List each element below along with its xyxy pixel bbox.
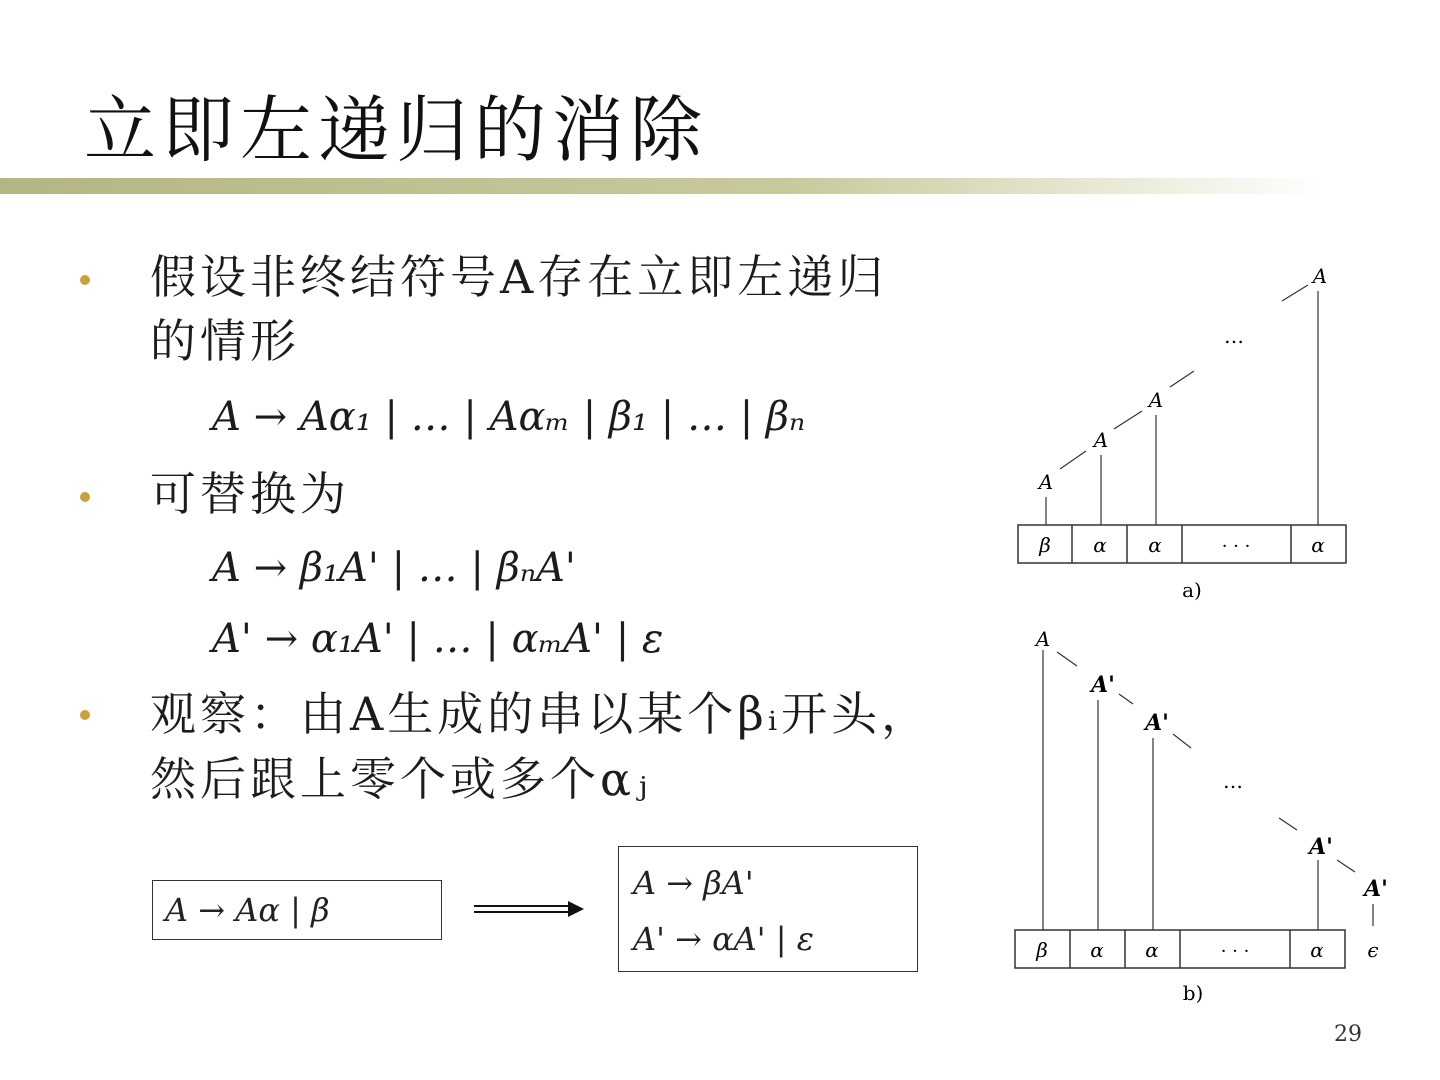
bullet-dot — [80, 710, 90, 720]
page-number: 29 — [1334, 1022, 1362, 1047]
cell-b-3: · · · — [1220, 941, 1250, 962]
parse-tree-diagram-a — [1010, 255, 1410, 615]
bullet-3-line-1: 观察：由A生成的串以某个βᵢ开头， — [150, 687, 932, 741]
rule-after-line-2: A' → αA' | ε — [633, 920, 814, 958]
dots-a: … — [1224, 324, 1244, 348]
label-b: b) — [1182, 981, 1204, 1005]
rule-before-text: A → Aα | β — [165, 891, 330, 929]
node-b-root: A — [1035, 627, 1051, 651]
node-a-2: A — [1148, 388, 1164, 412]
cell-a-0: β — [1039, 533, 1051, 557]
cell-a-1: α — [1093, 533, 1107, 557]
rule-before-box — [152, 880, 442, 940]
node-a-3: A — [1312, 264, 1328, 288]
epsilon-b: ϵ — [1367, 938, 1379, 962]
node-b-1: A' — [1145, 710, 1169, 736]
node-a-0: A — [1038, 470, 1054, 494]
cell-b-0: β — [1036, 938, 1048, 962]
cell-a-3: · · · — [1221, 536, 1251, 557]
slide-title: 立即左递归的消除 — [84, 88, 709, 172]
cell-b-4: α — [1310, 938, 1324, 962]
dots-b: … — [1223, 769, 1243, 793]
bullet-dot — [80, 492, 90, 502]
label-a: a) — [1182, 578, 1202, 602]
bullet-1-line-2: 的情形 — [150, 314, 300, 368]
formula-original: A → Aα₁ | … | Aαₘ | β₁ | … | βₙ — [212, 394, 806, 440]
bullet-dot — [80, 275, 90, 285]
node-b-3: A' — [1364, 876, 1388, 902]
rule-after-box — [618, 846, 918, 972]
node-b-2: A' — [1309, 834, 1333, 860]
title-underline-bar — [0, 178, 1440, 194]
bullet-2-line-1: 可替换为 — [150, 467, 350, 521]
bullet-1-line-1: 假设非终结符号A存在立即左递归 — [150, 250, 888, 304]
cell-a-2: α — [1148, 533, 1162, 557]
rule-after-line-1: A → βA' — [633, 864, 754, 902]
cell-a-4: α — [1311, 533, 1325, 557]
node-a-1: A — [1093, 428, 1109, 452]
cell-b-1: α — [1090, 938, 1104, 962]
node-b-0: A' — [1091, 672, 1115, 698]
parse-tree-diagram-b — [1005, 622, 1425, 1012]
transform-arrow — [474, 898, 586, 922]
formula-replaced-2: A' → α₁A' | … | αₘA' | ε — [212, 616, 664, 662]
cell-b-2: α — [1145, 938, 1159, 962]
bullet-3-line-2: 然后跟上零个或多个αⱼ — [150, 752, 652, 806]
formula-replaced-1: A → β₁A' | … | βₙA' — [212, 545, 576, 591]
